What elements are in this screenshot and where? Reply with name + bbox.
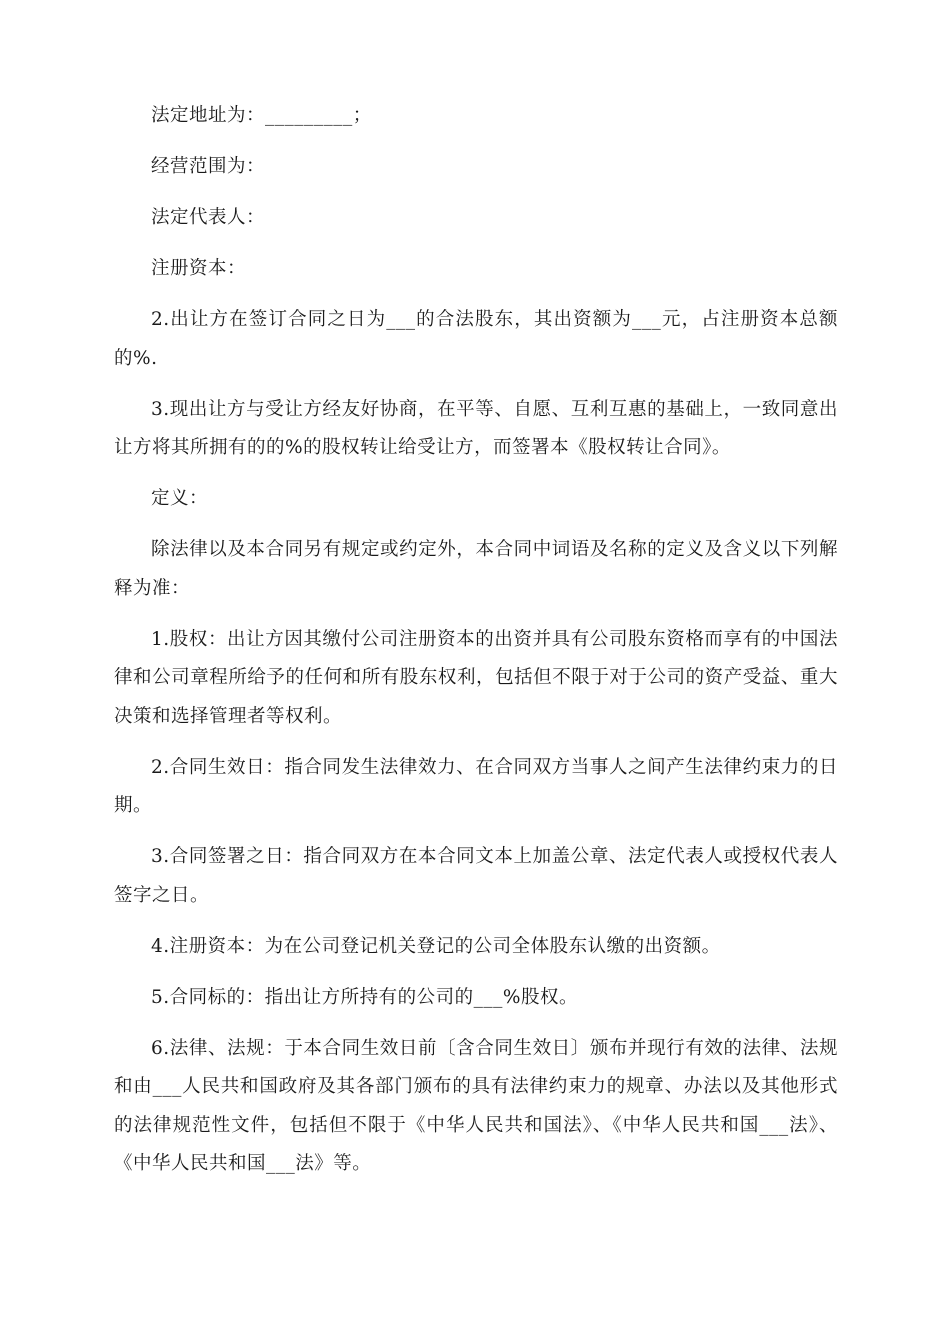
paragraph-legal-address: 法定地址为：_________； [151,105,372,126]
paragraph-definition-registered-capital: 4.注册资本：为在公司登记机关登记的公司全体股东认缴的出资额。 [151,935,721,957]
paragraph-business-scope: 经营范围为： [151,156,266,177]
paragraph-registered-capital: 注册资本： [151,258,247,279]
paragraph-clause-2-transferor: 2.出让方在签订合同之日为___的合法股东，其出资额为___元，占注册资本总额的%. [114,309,838,369]
document-body [114,97,838,1196]
paragraph-definitions-heading: 定义： [151,488,209,509]
paragraph-definitions-intro: 除法律以及本合同另有规定或约定外，本合同中词语及名称的定义及含义以下列解释为准： [114,539,838,599]
paragraph-definition-contract-subject: 5.合同标的：指出让方所持有的公司的___%股权。 [151,986,578,1008]
paragraph-definition-laws: 6.法律、法规：于本合同生效日前〔含合同生效日〕颁布并现行有效的法律、法规和由___人民共和国政府及其各部门颁布的具有法律约束力的规章、办法以及其他形式的法律规范性文件，包括但不限于《中华人民共和国法》、《中华人民共和国___法》、《中华人民共和国___法》等。 [114,1037,838,1174]
paragraph-clause-3-agreement: 3.现出让方与受让方经友好协商，在平等、自愿、互利互惠的基础上，一致同意出让方将其所拥有的的%的股权转让给受让方，而签署本《股权转让合同》。 [114,398,838,458]
paragraph-definition-effective-date: 2.合同生效日：指合同发生法律效力、在合同双方当事人之间产生法律约束力的日期。 [114,756,838,816]
paragraph-definition-equity: 1.股权：出让方因其缴付公司注册资本的出资并具有公司股东资格而享有的中国法律和公司章程所给予的任何和所有股东权利，包括但不限于对于公司的资产受益、重大决策和选择管理者等权利。 [114,628,838,727]
paragraph-legal-representative: 法定代表人： [151,207,266,228]
paragraph-definition-signing-date: 3.合同签署之日：指合同双方在本合同文本上加盖公章、法定代表人或授权代表人签字之日。 [114,846,838,906]
